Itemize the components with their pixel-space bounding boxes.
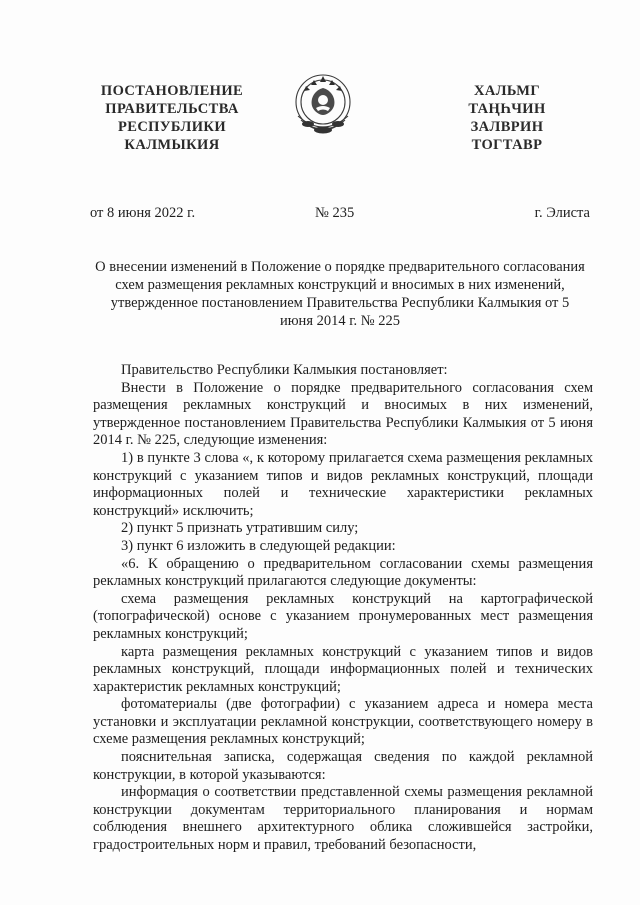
coat-of-arms-emblem-icon: [288, 68, 358, 142]
document-number: № 235: [315, 205, 355, 221]
body-paragraph: пояснительная записка, содержащая сведения по каждой рекламной конструкции, в которой указываются:: [93, 749, 593, 783]
body-paragraph: 2) пункт 5 признать утратившим силу;: [121, 520, 359, 537]
header-kalmyk: [452, 82, 562, 154]
document-body: [93, 362, 593, 855]
header-line: ПРАВИТЕЛЬСТВА: [105, 101, 239, 117]
header-russian: [88, 82, 256, 154]
document-meta: [90, 205, 590, 223]
header-line: ПОСТАНОВЛЕНИЕ: [100, 83, 244, 99]
header-line: ТАҢҺЧИН: [468, 101, 546, 117]
body-paragraph: информация о соответствии представленной схемы размещения рекламной конструкции документам территориального планирования и нормам соблюдения внешнего архитектурного облика сложившейся застройки, градостроительных норм и правил, требований безопасности,: [93, 784, 593, 854]
body-paragraph: 3) пункт 6 изложить в следующей редакции:: [121, 537, 396, 554]
header-line: ХАЛЬМГ: [473, 83, 541, 99]
document-date: от 8 июня 2022 г.: [90, 205, 196, 221]
body-paragraph: Правительство Республики Калмыкия постановляет:: [121, 362, 448, 378]
header-line: РЕСПУБЛИКИ: [117, 119, 227, 135]
document-title: О внесении изменений в Положение о порядке предварительного согласования схем размещения рекламных конструкций и вносимых в них изменений, утвержденное постановлением Правительства Республики Калмыкия от 5 июня 2014 г. № 225: [95, 259, 585, 329]
body-paragraph: 1) в пункте 3 слова «, к которому прилагается схема размещения рекламных конструкций с указанием типов и видов рекламных конструкций, площади информационных полей и технические характеристики рекламных конструкций» исключить;: [93, 449, 593, 519]
body-paragraph: схема размещения рекламных конструкций на картографической (топографической) основе с указанием пронумерованных мест размещения рекламных конструкций;: [93, 590, 593, 642]
body-paragraph: карта размещения рекламных конструкций с указанием типов и видов рекламных конструкций, площади информационных полей и технических характеристик рекламных конструкций;: [93, 643, 593, 695]
header-line: ЗАЛВРИН: [470, 119, 544, 135]
body-paragraph: Внести в Положение о порядке предварительного согласования схем размещения рекламных конструкций и вносимых в них изменений, утвержденное постановлением Правительства Республики Калмыкия от 5 июня 2014 г. № 225, следующие изменения:: [93, 379, 593, 449]
body-paragraph: фотоматериалы (две фотографии) с указанием адреса и номера места установки и эксплуатации рекламной конструкции, соответствующего номеру в схеме размещения рекламных конструкций;: [93, 696, 593, 748]
header-line: ТОГТАВР: [471, 137, 543, 153]
header-line: КАЛМЫКИЯ: [124, 137, 220, 153]
body-paragraph: «6. К обращению о предварительном согласовании схемы размещения рекламных конструкций прилагаются следующие документы:: [93, 555, 593, 590]
document-city: г. Элиста: [534, 205, 590, 221]
